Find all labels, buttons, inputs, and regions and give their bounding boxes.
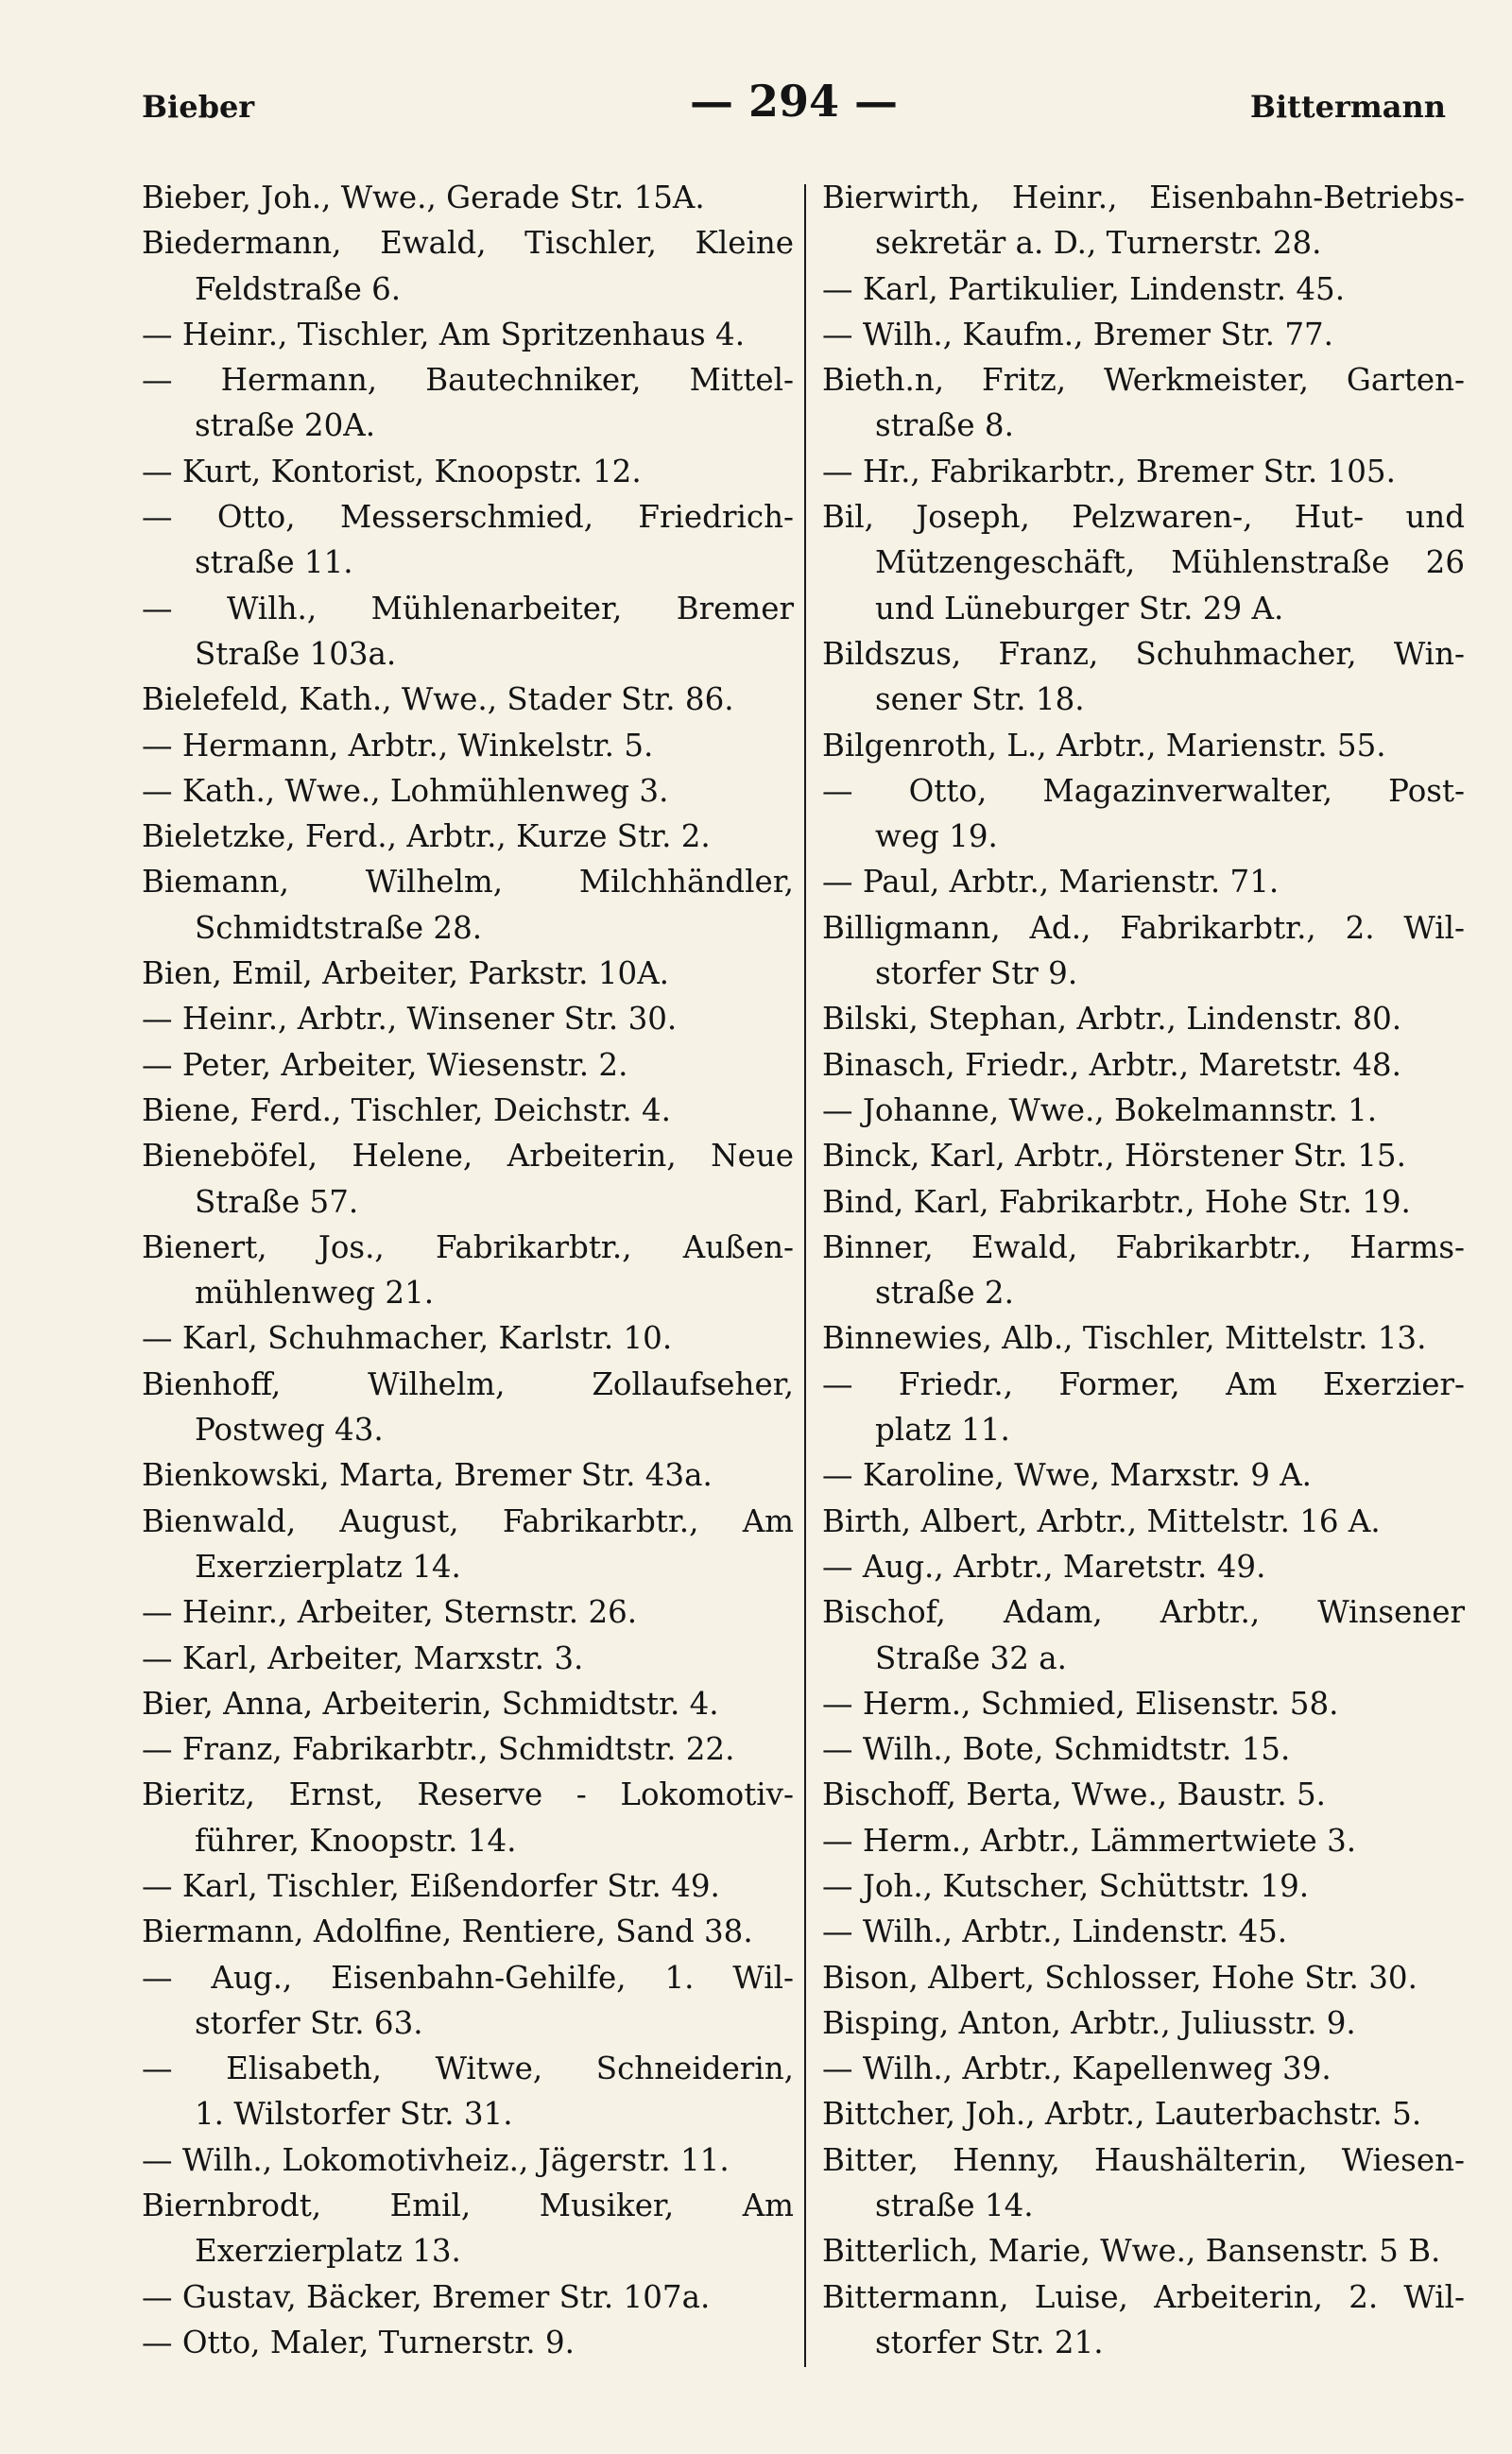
directory-entry: Bieletzke, Ferd., Arbtr., Kurze Str. 2. <box>142 818 711 855</box>
directory-entry-continuation: straße 8. <box>875 407 1014 444</box>
directory-entry: Bilgenroth, L., Arbtr., Marienstr. 55. <box>822 727 1386 764</box>
directory-entry: — Heinr., Tischler, Am Spritzenhaus 4. <box>142 316 746 352</box>
directory-entry-continuation: sener Str. 18. <box>875 681 1085 718</box>
directory-entry: — Peter, Arbeiter, Wiesenstr. 2. <box>142 1046 628 1083</box>
column-divider <box>804 184 806 2367</box>
directory-entry: Binasch, Friedr., Arbtr., Maretstr. 48. <box>822 1046 1401 1083</box>
directory-entry: — Kurt, Kontorist, Knoopstr. 12. <box>142 453 642 489</box>
directory-entry: Bitterlich, Marie, Wwe., Bansenstr. 5 B. <box>822 2233 1441 2270</box>
directory-entry: Bielefeld, Kath., Wwe., Stader Str. 86. <box>142 681 734 718</box>
directory-entry-continuation: straße 20A. <box>195 407 376 444</box>
directory-entry: — Karl, Schuhmacher, Karlstr. 10. <box>142 1320 673 1357</box>
directory-entry: — Wilh., Arbtr., Kapellenweg 39. <box>822 2051 1332 2087</box>
directory-entry: Bieneböfel, Helene, Arbeiterin, Neue <box>142 1138 794 1175</box>
header-last-entry: Bittermann <box>1249 89 1446 125</box>
directory-entry: — Kath., Wwe., Lohmühlenweg 3. <box>142 772 669 809</box>
directory-entry: Binner, Ewald, Fabrikarbtr., Harms- <box>822 1228 1465 1265</box>
directory-entry: Binck, Karl, Arbtr., Hörstener Str. 15. <box>822 1138 1406 1175</box>
right-column <box>822 175 1465 2365</box>
directory-entry: — Wilh., Bote, Schmidtstr. 15. <box>822 1731 1291 1768</box>
directory-entry: Biemann, Wilhelm, Milchhändler, <box>142 864 794 901</box>
directory-entry: — Wilh., Lokomotivheiz., Jägerstr. 11. <box>142 2141 730 2178</box>
directory-entry: — Karl, Tischler, Eißendorfer Str. 49. <box>142 1867 720 1904</box>
page-number: — 294 — <box>689 76 899 127</box>
directory-entry: Binnewies, Alb., Tischler, Mittelstr. 13. <box>822 1320 1427 1357</box>
directory-entry: — Aug., Eisenbahn-Gehilfe, 1. Wil- <box>142 1959 794 1996</box>
directory-entry: — Joh., Kutscher, Schüttstr. 19. <box>822 1867 1310 1904</box>
directory-entry: — Johanne, Wwe., Bokelmannstr. 1. <box>822 1091 1378 1128</box>
directory-entry: Bien, Emil, Arbeiter, Parkstr. 10A. <box>142 955 669 992</box>
directory-entry-continuation: straße 11. <box>195 544 353 581</box>
directory-entry-continuation: Mützengeschäft, Mühlenstraße 26 <box>875 544 1465 581</box>
directory-entry: — Wilh., Mühlenarbeiter, Bremer <box>142 590 794 626</box>
directory-entry-continuation: storfer Str. 21. <box>875 2324 1104 2360</box>
directory-entry-continuation: Schmidtstraße 28. <box>195 909 483 946</box>
directory-entry: — Aug., Arbtr., Maretstr. 49. <box>822 1548 1266 1585</box>
directory-entry: Bittermann, Luise, Arbeiterin, 2. Wil- <box>822 2278 1465 2315</box>
directory-entry-continuation: straße 2. <box>875 1275 1014 1312</box>
directory-entry: — Karl, Partikulier, Lindenstr. 45. <box>822 270 1346 307</box>
directory-entry: — Friedr., Former, Am Exerzier- <box>822 1365 1465 1402</box>
directory-entry-continuation: mühlenweg 21. <box>195 1275 435 1312</box>
directory-entry-continuation: sekretär a. D., Turnerstr. 28. <box>875 225 1322 262</box>
directory-entry-continuation: platz 11. <box>875 1412 1010 1449</box>
directory-entry: Bieth.n, Fritz, Werkmeister, Garten- <box>822 362 1465 399</box>
directory-entry-continuation: Feldstraße 6. <box>195 270 402 307</box>
directory-entry: Bienkowski, Marta, Bremer Str. 43a. <box>142 1457 713 1494</box>
directory-entry: — Hermann, Bautechniker, Mittel- <box>142 362 794 399</box>
directory-entry: Bilski, Stephan, Arbtr., Lindenstr. 80. <box>822 1001 1402 1038</box>
directory-entry: Bier, Anna, Arbeiterin, Schmidtstr. 4. <box>142 1685 719 1722</box>
directory-entry-continuation: Straße 103a. <box>195 635 397 672</box>
header-first-entry: Bieber <box>142 89 255 125</box>
directory-entry: — Otto, Messerschmied, Friedrich- <box>142 499 794 536</box>
directory-entry: — Heinr., Arbtr., Winsener Str. 30. <box>142 1001 678 1038</box>
directory-entry: — Gustav, Bäcker, Bremer Str. 107a. <box>142 2278 711 2315</box>
directory-entry-continuation: Exerzierplatz 14. <box>195 1548 461 1585</box>
directory-entry: — Hr., Fabrikarbtr., Bremer Str. 105. <box>822 453 1396 489</box>
directory-entry: Bitter, Henny, Haushälterin, Wiesen- <box>822 2141 1465 2178</box>
directory-entry-continuation: führer, Knoopstr. 14. <box>195 1822 517 1859</box>
directory-entry-continuation: 1. Wilstorfer Str. 31. <box>195 2096 513 2133</box>
directory-entry: — Hermann, Arbtr., Winkelstr. 5. <box>142 727 654 764</box>
directory-entry: — Paul, Arbtr., Marienstr. 71. <box>822 864 1280 901</box>
left-column <box>142 175 794 2365</box>
directory-entry: — Herm., Schmied, Elisenstr. 58. <box>822 1685 1339 1722</box>
directory-entry: Bind, Karl, Fabrikarbtr., Hohe Str. 19. <box>822 1183 1411 1220</box>
directory-entry-continuation: Postweg 43. <box>195 1412 384 1449</box>
page-header <box>142 76 1446 151</box>
directory-entry: — Franz, Fabrikarbtr., Schmidtstr. 22. <box>142 1731 735 1768</box>
directory-entry: Bisping, Anton, Arbtr., Juliusstr. 9. <box>822 2004 1356 2041</box>
directory-entry: Biermann, Adolfine, Rentiere, Sand 38. <box>142 1913 753 1950</box>
directory-entry: — Herm., Arbtr., Lämmertwiete 3. <box>822 1822 1357 1859</box>
directory-entry: — Karl, Arbeiter, Marxstr. 3. <box>142 1639 584 1676</box>
directory-entry: Birth, Albert, Arbtr., Mittelstr. 16 A. <box>822 1502 1381 1539</box>
directory-entry: — Wilh., Kaufm., Bremer Str. 77. <box>822 316 1334 352</box>
directory-entry: — Otto, Magazinverwalter, Post- <box>822 772 1465 809</box>
directory-entry-continuation: storfer Str. 63. <box>195 2004 423 2041</box>
directory-entry-continuation: straße 14. <box>875 2188 1034 2224</box>
directory-entry: Biernbrodt, Emil, Musiker, Am <box>142 2188 794 2224</box>
directory-entry: Biene, Ferd., Tischler, Deichstr. 4. <box>142 1091 672 1128</box>
directory-entry-continuation: Straße 32 a. <box>875 1639 1067 1676</box>
directory-entry: Bieritz, Ernst, Reserve - Lokomotiv- <box>142 1776 794 1813</box>
directory-entry-continuation: Exerzierplatz 13. <box>195 2233 461 2270</box>
directory-entry: Bittcher, Joh., Arbtr., Lauterbachstr. 5. <box>822 2096 1422 2133</box>
directory-entry: — Wilh., Arbtr., Lindenstr. 45. <box>822 1913 1288 1950</box>
directory-entry: Bienert, Jos., Fabrikarbtr., Außen- <box>142 1228 794 1265</box>
directory-entry: Bischoff, Berta, Wwe., Baustr. 5. <box>822 1776 1327 1813</box>
directory-entry: — Otto, Maler, Turnerstr. 9. <box>142 2324 575 2360</box>
directory-entry: Bil, Joseph, Pelzwaren-, Hut- und <box>822 499 1465 536</box>
directory-entry: Biedermann, Ewald, Tischler, Kleine <box>142 225 794 262</box>
directory-entry: Bienhoff, Wilhelm, Zollaufseher, <box>142 1365 794 1402</box>
directory-entry: Bischof, Adam, Arbtr., Winsener <box>822 1594 1465 1631</box>
directory-entry-continuation: Straße 57. <box>195 1183 359 1220</box>
directory-entry: Bison, Albert, Schlosser, Hohe Str. 30. <box>822 1959 1418 1996</box>
directory-entry: Bieber, Joh., Wwe., Gerade Str. 15A. <box>142 180 705 215</box>
directory-entry: Bienwald, August, Fabrikarbtr., Am <box>142 1502 794 1539</box>
directory-entry-continuation: und Lüneburger Str. 29 A. <box>875 590 1284 626</box>
directory-entry: — Heinr., Arbeiter, Sternstr. 26. <box>142 1594 638 1631</box>
directory-entry-continuation: weg 19. <box>875 818 998 855</box>
directory-entry: — Karoline, Wwe, Marxstr. 9 A. <box>822 1457 1313 1494</box>
directory-entry: — Elisabeth, Witwe, Schneiderin, <box>142 2051 794 2087</box>
directory-entry: Bildszus, Franz, Schuhmacher, Win- <box>822 635 1465 672</box>
directory-entry: Billigmann, Ad., Fabrikarbtr., 2. Wil- <box>822 909 1465 946</box>
directory-entry: Bierwirth, Heinr., Eisenbahn-Betriebs- <box>822 180 1465 215</box>
directory-entry-continuation: storfer Str 9. <box>875 955 1078 992</box>
